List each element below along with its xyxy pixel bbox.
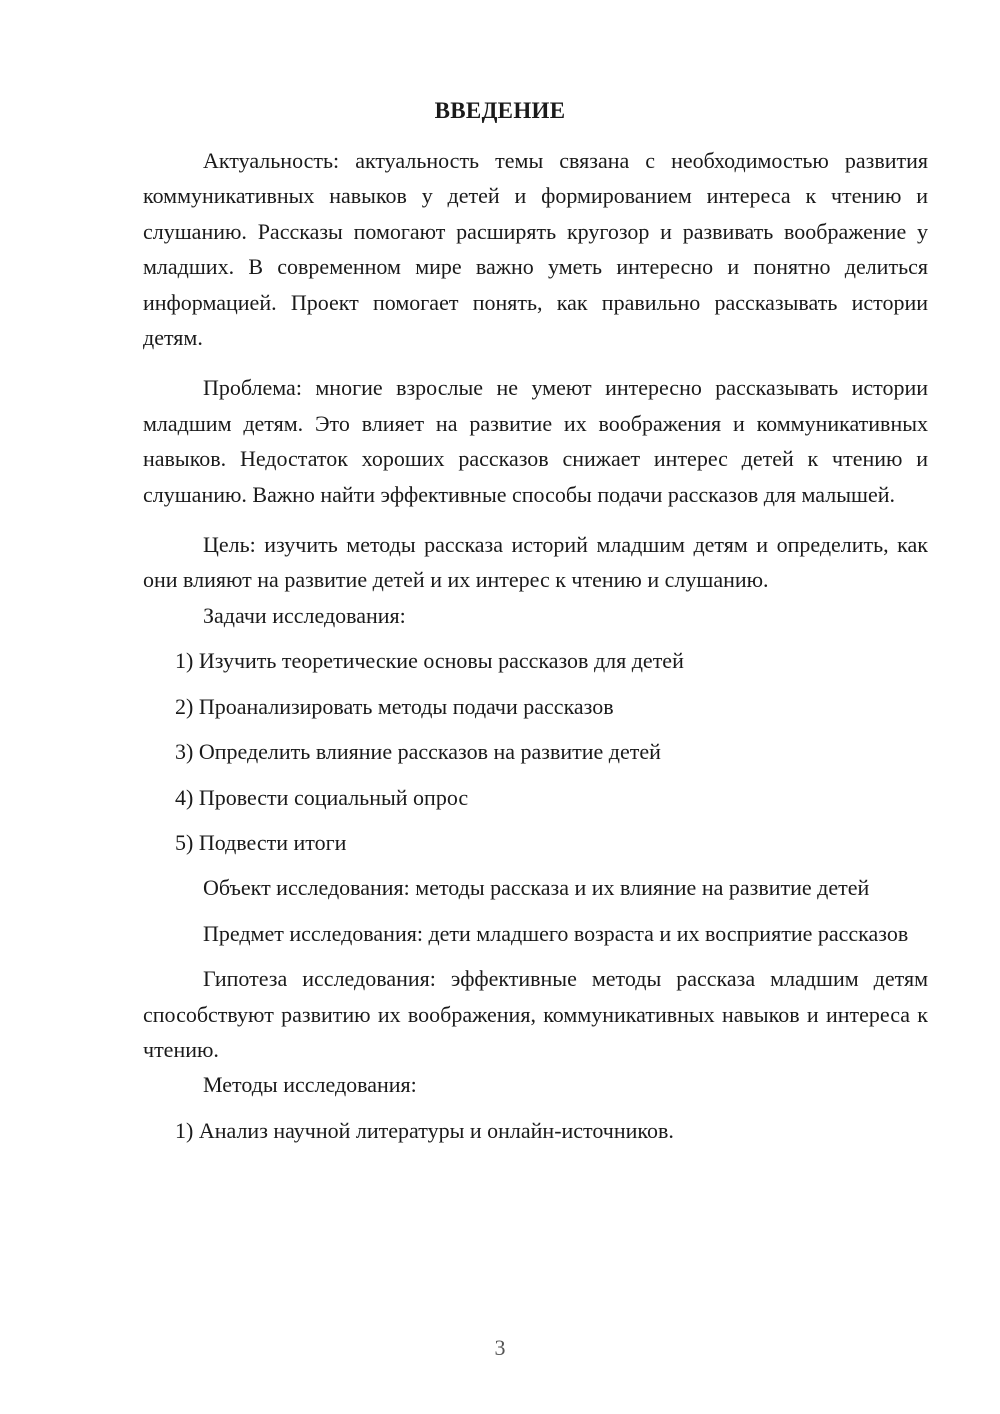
methods-heading: Методы исследования:: [203, 1072, 417, 1098]
tasks-list: [143, 643, 928, 860]
paragraph-object: Объект исследования: методы рассказа и их влияние на развитие детей: [203, 875, 870, 901]
page-title: ВВЕДЕНИЕ: [434, 98, 566, 123]
document-body: [143, 143, 928, 1148]
list-item: 4) Провести социальный опрос: [175, 784, 469, 810]
paragraph-goal: Цель: изучить методы рассказа историй младшим детям и определить, как они влияют на развитие детей и их интерес к чтению и слушанию.: [143, 532, 928, 593]
list-item: 5) Подвести итоги: [175, 829, 347, 855]
methods-list: [143, 1113, 928, 1148]
list-item: 3) Определить влияние рассказов на развитие детей: [175, 739, 661, 765]
paragraph-relevance: Актуальность: актуальность темы связана с необходимостью развития коммуникативных навыков у детей и формированием интереса к чтению и слушанию. Рассказы помогают расширять кругозор и развивать воображение у младших. В современном мире важно уметь интересно и понятно делиться информацией. Проект помогает понять, как правильно рассказывать истории детям.: [143, 148, 928, 351]
list-item: 1) Анализ научной литературы и онлайн-источников.: [175, 1117, 674, 1143]
list-item: 2) Проанализировать методы подачи рассказов: [175, 693, 614, 719]
list-item: 1) Изучить теоретические основы рассказов для детей: [175, 648, 684, 674]
tasks-heading: Задачи исследования:: [203, 602, 406, 628]
page-number: 3: [494, 1335, 506, 1360]
paragraph-subject: Предмет исследования: дети младшего возраста и их восприятие рассказов: [203, 920, 909, 946]
paragraph-problem: Проблема: многие взрослые не умеют интересно рассказывать истории младшим детям. Это влияет на развитие их воображения и коммуникативных навыков. Недостаток хороших рассказов снижает интерес детей к чтению и слушанию. Важно найти эффективные способы подачи рассказов для малышей.: [143, 375, 928, 507]
paragraph-hypothesis: Гипотеза исследования: эффективные методы рассказа младшим детям способствуют развитию их воображения, коммуникативных навыков и интереса к чтению.: [143, 966, 928, 1062]
